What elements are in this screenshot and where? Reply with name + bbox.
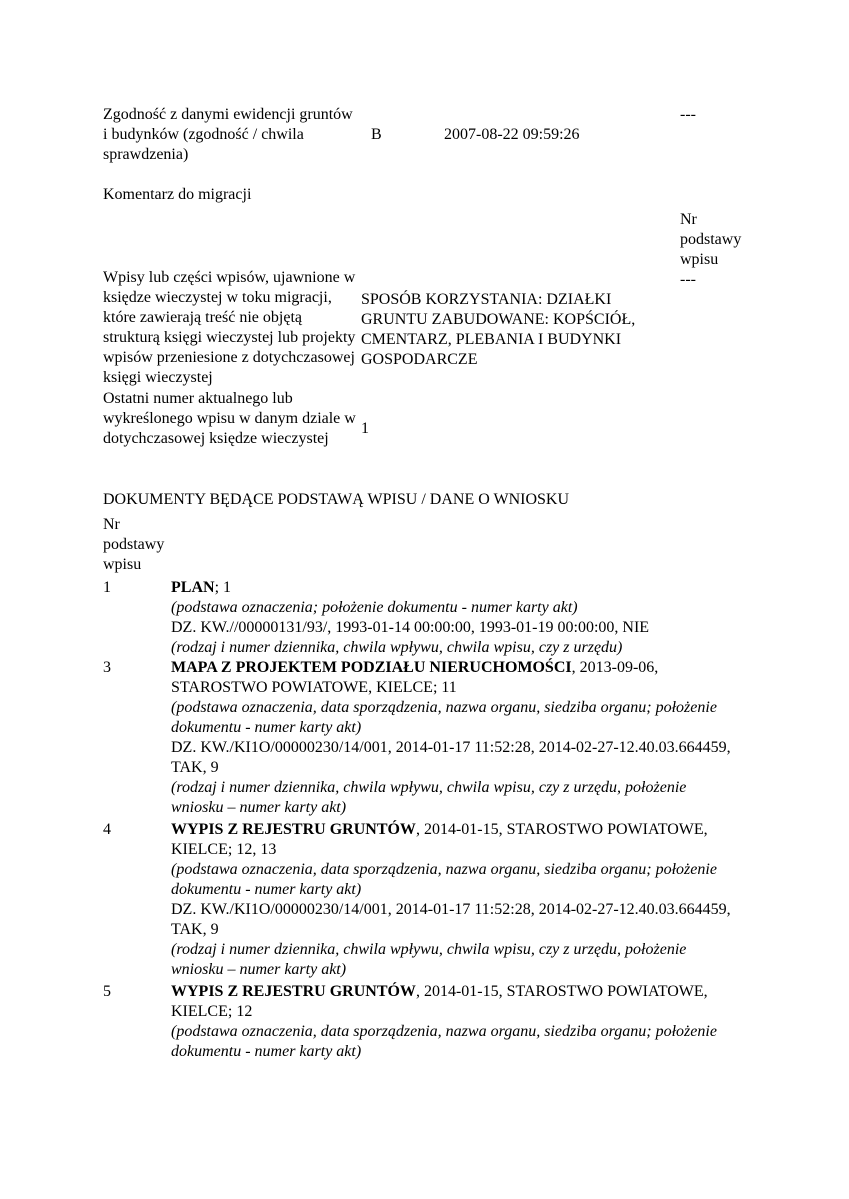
nr-header-docs: Nr podstawy wpisu: [103, 516, 165, 573]
entry-title-rest: , 2014-01-15, STAROSTWO POWIATOWE, KIELCE; 12: [171, 983, 708, 1020]
entry-title: WYPIS Z REJESTRU GRUNTÓW: [171, 821, 416, 838]
entry-journal-legend: (rodzaj i numer dziennika, chwila wpływu, chwila wpisu, czy z urzędu, położenie wniosku – numer karty akt): [171, 941, 687, 978]
entry-title-line: [171, 578, 731, 598]
entry-number: 3: [103, 659, 111, 676]
entry-title-line: [171, 982, 731, 1022]
entry-legend: (podstawa oznaczenia, data sporządzenia, nazwa organu, siedziba organu; położenie dokumentu - numer karty akt): [171, 699, 717, 736]
documents-heading: DOKUMENTY BĘDĄCE PODSTAWĄ WPISU / DANE O WNIOSKU: [103, 491, 570, 508]
entry-title-rest: , 2014-01-15, STAROSTWO POWIATOWE, KIELCE; 12, 13: [171, 821, 708, 858]
migration-entries-ref: ---: [680, 271, 696, 288]
compliance-label: Zgodność z danymi ewidencji gruntów i budynków (zgodność / chwila sprawdzenia): [103, 106, 353, 163]
entry-journal-legend: (rodzaj i numer dziennika, chwila wpływu, chwila wpisu, czy z urzędu, położenie wniosku – numer karty akt): [171, 779, 687, 816]
entry-title: PLAN: [171, 579, 215, 596]
nr-header-top: Nr podstawy wpisu: [680, 211, 742, 268]
compliance-ref: ---: [680, 106, 696, 123]
entry-journal: DZ. KW./KI1O/00000230/14/001, 2014-01-17 11:52:28, 2014-02-27-12.40.03.664459, TAK, 9: [171, 739, 731, 776]
migration-entries-value: SPOSÓB KORZYSTANIA: DZIAŁKI GRUNTU ZABUDOWANE: KOPŚCIÓŁ, CMENTARZ, PLEBANIA I BUDYNKI GOSPODARCZE: [361, 291, 636, 368]
entry-title-line: [171, 820, 731, 860]
compliance-value: B: [371, 126, 382, 143]
entry-journal: DZ. KW.//00000131/93/, 1993-01-14 00:00:00, 1993-01-19 00:00:00, NIE: [171, 619, 650, 636]
entry-number: 4: [103, 821, 111, 838]
entry-legend: (podstawa oznaczenia; położenie dokumentu - numer karty akt): [171, 599, 578, 616]
entry-legend: (podstawa oznaczenia, data sporządzenia, nazwa organu, siedziba organu; położenie dokumentu - numer karty akt): [171, 861, 717, 898]
entry-journal: DZ. KW./KI1O/00000230/14/001, 2014-01-17 11:52:28, 2014-02-27-12.40.03.664459, TAK, 9: [171, 901, 731, 938]
last-entry-number-value: 1: [361, 420, 369, 437]
migration-comment-label: Komentarz do migracji: [103, 186, 252, 203]
entry-legend: (podstawa oznaczenia, data sporządzenia, nazwa organu, siedziba organu; położenie dokumentu - numer karty akt): [171, 1023, 717, 1060]
compliance-timestamp: 2007-08-22 09:59:26: [444, 126, 580, 143]
entry-title: WYPIS Z REJESTRU GRUNTÓW: [171, 983, 416, 1000]
last-entry-number-label: Ostatni numer aktualnego lub wykreślonego wpisu w danym dziale w dotychczasowej księdze wieczystej: [103, 390, 356, 447]
entry-number: 1: [103, 579, 111, 596]
entry-title-rest: , 2013-09-06, STAROSTWO POWIATOWE, KIELCE; 11: [171, 659, 659, 696]
entry-title-line: [171, 658, 731, 698]
entry-journal-legend: (rodzaj i numer dziennika, chwila wpływu, chwila wpisu, czy z urzędu): [171, 639, 623, 656]
migration-entries-label: Wpisy lub części wpisów, ujawnione w księdze wieczystej w toku migracji, które zawierają treść nie objętą strukturą księgi wieczystej lub projekty wpisów przeniesione z dotychczasowej księgi wieczystej: [103, 269, 356, 386]
entry-title-rest: ; 1: [214, 579, 232, 596]
entry-title: MAPA Z PROJEKTEM PODZIAŁU NIERUCHOMOŚCI: [171, 659, 572, 676]
entry-number: 5: [103, 983, 111, 1000]
